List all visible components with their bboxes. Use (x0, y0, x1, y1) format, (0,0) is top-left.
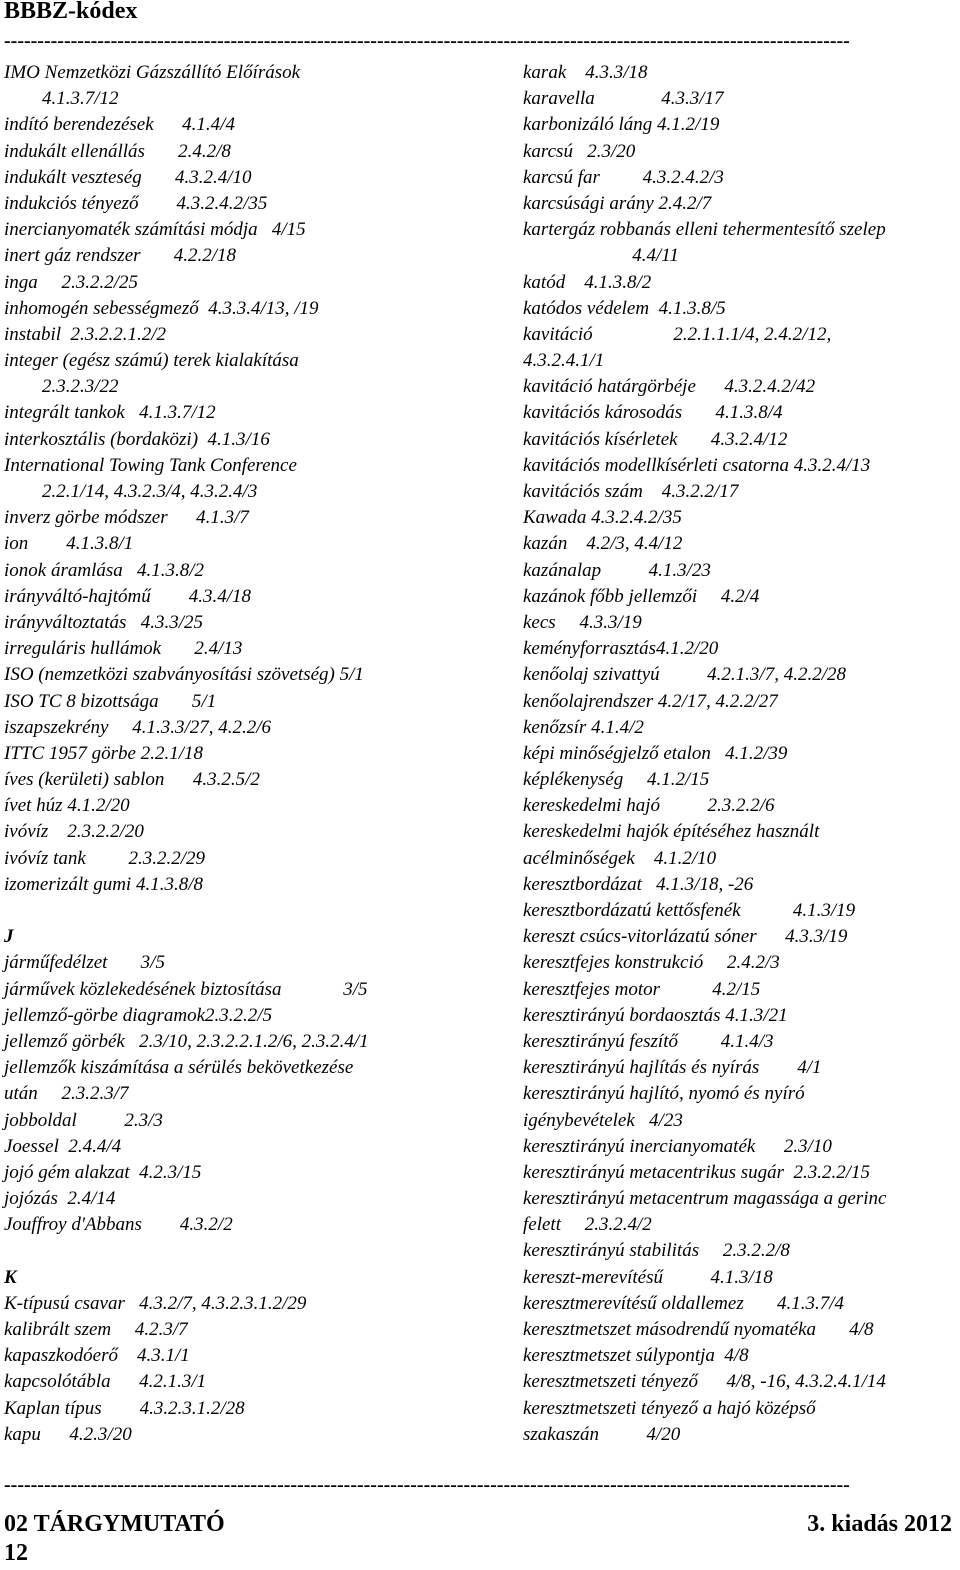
index-entry: inga 2.3.2.2/25 (4, 271, 139, 293)
index-entry: karavella 4.3.3/17 (523, 88, 724, 110)
index-entry: ivóvíz tank 2.3.2.2/29 (4, 847, 206, 869)
index-entry: ion 4.1.3.8/1 (4, 533, 134, 555)
index-entry: keresztmetszeti tényező a hajó középső (523, 1397, 816, 1419)
index-entry: keresztirányú hajlítás és nyírás 4/1 (523, 1057, 822, 1079)
index-entry: karak 4.3.3/18 (523, 62, 648, 83)
index-entry: ivóvíz 2.3.2.2/20 (4, 821, 144, 843)
index-entry: kenőolaj szivattyú 4.2.1.3/7, 4.2.2/28 (523, 664, 846, 686)
index-entry: ionok áramlása 4.1.3.8/2 (4, 559, 205, 581)
index-entry: jellemzők kiszámítása a sérülés bekövetkezése (4, 1057, 354, 1079)
index-entry: kartergáz robbanás elleni tehermentesítő szelep (523, 219, 886, 241)
index-column-right (523, 60, 958, 1448)
index-entry: járművek közlekedésének biztosítása 3/5 (4, 978, 368, 1000)
index-entry: kavitáció határgörbéje 4.3.2.4.2/42 (523, 376, 816, 398)
footer-section-title: 02 TÁRGYMUTATÓ (4, 1511, 225, 1537)
index-entry: ITTC 1957 görbe 2.2.1/18 (4, 742, 203, 764)
index-entry: irreguláris hullámok 2.4/13 (4, 638, 243, 660)
index-entry: karcsú 2.3/20 (523, 140, 636, 162)
index-entry: keresztirányú stabilitás 2.3.2.2/8 (523, 1240, 790, 1262)
index-entry: jellemző-görbe diagramok2.3.2.2/5 (4, 1004, 273, 1026)
index-entry: íves (kerületi) sablon 4.3.2.5/2 (4, 769, 260, 791)
index-entry: keresztirányú metacentrikus sugár 2.3.2.2/15 (523, 1161, 871, 1183)
index-entry: kalibrált szem 4.2.3/7 (4, 1319, 188, 1340)
index-entry: irányváltoztatás 4.3.3/25 (4, 611, 203, 633)
index-entry: Jouffroy d'Abbans 4.3.2/2 (4, 1214, 233, 1236)
index-entry: Kaplan típus 4.3.2.3.1.2/28 (4, 1397, 245, 1419)
bottom-divider: ------------------------------------------------------------------------------------------------------------------------------- (4, 1474, 850, 1496)
index-entry: keresztfejes motor 4.2/15 (523, 978, 761, 1000)
index-entry: kapu 4.2.3/20 (4, 1423, 132, 1445)
index-entry: 4.1.3.7/12 (4, 88, 119, 110)
index-entry: keresztmerevítésű oldallemez 4.1.3.7/4 (523, 1292, 844, 1314)
index-entry: ívet húz 4.1.2/20 (4, 795, 130, 817)
index-entry: karbonizáló láng 4.1.2/19 (523, 114, 720, 136)
index-entry: kereszt csúcs-vitorlázatú sóner 4.3.3/19 (523, 926, 848, 948)
index-entry: után 2.3.2.3/7 (4, 1083, 129, 1105)
index-entry: instabil 2.3.2.2.1.2/2 (4, 323, 167, 345)
index-entry: kereskedelmi hajók építéséhez használt (523, 821, 820, 843)
index-entry: indukciós tényező 4.3.2.4.2/35 (4, 192, 268, 214)
page-number: 12 (4, 1540, 28, 1566)
index-entry: keresztirányú inercianyomaték 2.3/10 (523, 1135, 832, 1157)
index-entry: képlékenység 4.1.2/15 (523, 769, 710, 791)
index-entry: keményforrasztás4.1.2/20 (523, 638, 719, 660)
index-entry: ISO TC 8 bizottsága 5/1 (4, 690, 217, 712)
index-entry: szakaszán 4/20 (523, 1423, 681, 1445)
index-entry: kapcsolótábla 4.2.1.3/1 (4, 1371, 207, 1393)
index-entry: inercianyomaték számítási módja 4/15 (4, 219, 306, 241)
index-entry: IMO Nemzetközi Gázszállító Előírások (4, 62, 301, 83)
index-entry: integrált tankok 4.1.3.7/12 (4, 402, 216, 424)
index-entry: inverz görbe módszer 4.1.3/7 (4, 507, 249, 529)
index-entry: kazánok főbb jellemzői 4.2/4 (523, 585, 760, 607)
index-entry: 2.2.1/14, 4.3.2.3/4, 4.3.2.4/3 (4, 481, 258, 502)
index-entry: izomerizált gumi 4.1.3.8/8 (4, 873, 203, 895)
index-entry: jobboldal 2.3/3 (4, 1109, 163, 1131)
index-letter-heading: K (4, 1266, 17, 1288)
index-entry: integer (egész számú) terek kialakítása (4, 350, 299, 372)
index-entry: jojó gém alakzat 4.2.3/15 (4, 1161, 202, 1183)
index-entry: kavitációs modellkísérleti csatorna 4.3.2.4/13 (523, 454, 871, 476)
index-column-left (4, 60, 509, 1448)
index-entry: kereszt-merevítésű 4.1.3/18 (523, 1266, 773, 1288)
index-entry: indító berendezések 4.1.4/4 (4, 114, 235, 136)
index-entry: 2.3.2.3/22 (4, 376, 119, 398)
index-entry: kavitációs szám 4.3.2.2/17 (523, 481, 739, 502)
index-entry: indukált ellenállás 2.4.2/8 (4, 140, 231, 162)
index-entry: keresztirányú feszítő 4.1.4/3 (523, 1030, 774, 1052)
index-letter-heading: J (4, 926, 14, 948)
index-entry: karcsúsági arány 2.4.2/7 (523, 192, 712, 214)
index-entry: kereskedelmi hajó 2.3.2.2/6 (523, 795, 775, 817)
index-entry: Joessel 2.4.4/4 (4, 1135, 122, 1157)
document-title: BBBZ-kódex (4, 0, 138, 24)
index-entry: kenőzsír 4.1.4/2 (523, 716, 644, 738)
index-entry: katódos védelem 4.1.3.8/5 (523, 297, 726, 319)
index-entry: keresztmetszeti tényező 4/8, -16, 4.3.2.4.1/14 (523, 1371, 886, 1393)
index-entry: inert gáz rendszer 4.2.2/18 (4, 245, 237, 267)
index-entry: 4.3.2.4.1/1 (523, 350, 605, 372)
top-divider: ------------------------------------------------------------------------------------------------------------------------------- (4, 30, 850, 52)
index-entry: keresztmetszet súlypontja 4/8 (523, 1345, 749, 1367)
footer-edition: 3. kiadás 2012 (807, 1511, 952, 1537)
index-entry: járműfedélzet 3/5 (4, 952, 165, 974)
index-entry: 4.4/11 (523, 245, 679, 267)
index-spacer (4, 1238, 509, 1264)
index-entry: acélminőségek 4.1.2/10 (523, 847, 717, 869)
index-entry: kapaszkodóerő 4.3.1/1 (4, 1345, 190, 1367)
index-entry: katód 4.1.3.8/2 (523, 271, 652, 293)
index-entry: jojózás 2.4/14 (4, 1188, 116, 1210)
index-entry: indukált veszteség 4.3.2.4/10 (4, 166, 252, 188)
index-entry: kavitáció 2.2.1.1.1/4, 2.4.2/12, (523, 323, 832, 345)
index-entry: iszapszekrény 4.1.3.3/27, 4.2.2/6 (4, 716, 272, 738)
index-entry: ISO (nemzetközi szabványosítási szövetség) 5/1 (4, 664, 364, 686)
index-entry: keresztmetszet másodrendű nyomatéka 4/8 (523, 1319, 874, 1340)
index-entry: felett 2.3.2.4/2 (523, 1214, 652, 1236)
index-entry: kenőolajrendszer 4.2/17, 4.2.2/27 (523, 690, 778, 712)
index-entry: kavitációs kísérletek 4.3.2.4/12 (523, 428, 788, 450)
index-entry: kecs 4.3.3/19 (523, 611, 642, 633)
index-entry: keresztbordázat 4.1.3/18, -26 (523, 873, 754, 895)
index-spacer (4, 898, 509, 924)
index-entry: interkosztális (bordaközi) 4.1.3/16 (4, 428, 270, 450)
index-entry: képi minőségjelző etalon 4.1.2/39 (523, 742, 788, 764)
index-entry: kazánalap 4.1.3/23 (523, 559, 711, 581)
index-entry: karcsú far 4.3.2.4.2/3 (523, 166, 724, 188)
index-entry: keresztirányú hajlító, nyomó és nyíró (523, 1083, 805, 1105)
index-entry: kazán 4.2/3, 4.4/12 (523, 533, 683, 555)
index-entry: K-típusú csavar 4.3.2/7, 4.3.2.3.1.2/29 (4, 1292, 307, 1314)
index-entry: keresztirányú metacentrum magassága a gerinc (523, 1188, 887, 1210)
index-entry: Kawada 4.3.2.4.2/35 (523, 507, 682, 529)
index-entry: jellemző görbék 2.3/10, 2.3.2.2.1.2/6, 2.3.2.4/1 (4, 1030, 369, 1052)
index-entry: keresztirányú bordaosztás 4.1.3/21 (523, 1004, 788, 1026)
index-entry: International Towing Tank Conference (4, 454, 297, 476)
index-entry: keresztbordázatú kettősfenék 4.1.3/19 (523, 900, 856, 921)
index-entry: inhomogén sebességmező 4.3.3.4/13, /19 (4, 297, 319, 319)
index-entry: igénybevételek 4/23 (523, 1109, 683, 1131)
index-entry: kavitációs károsodás 4.1.3.8/4 (523, 402, 783, 424)
index-entry: keresztfejes konstrukció 2.4.2/3 (523, 952, 780, 974)
index-entry: irányváltó-hajtómű 4.3.4/18 (4, 585, 251, 607)
